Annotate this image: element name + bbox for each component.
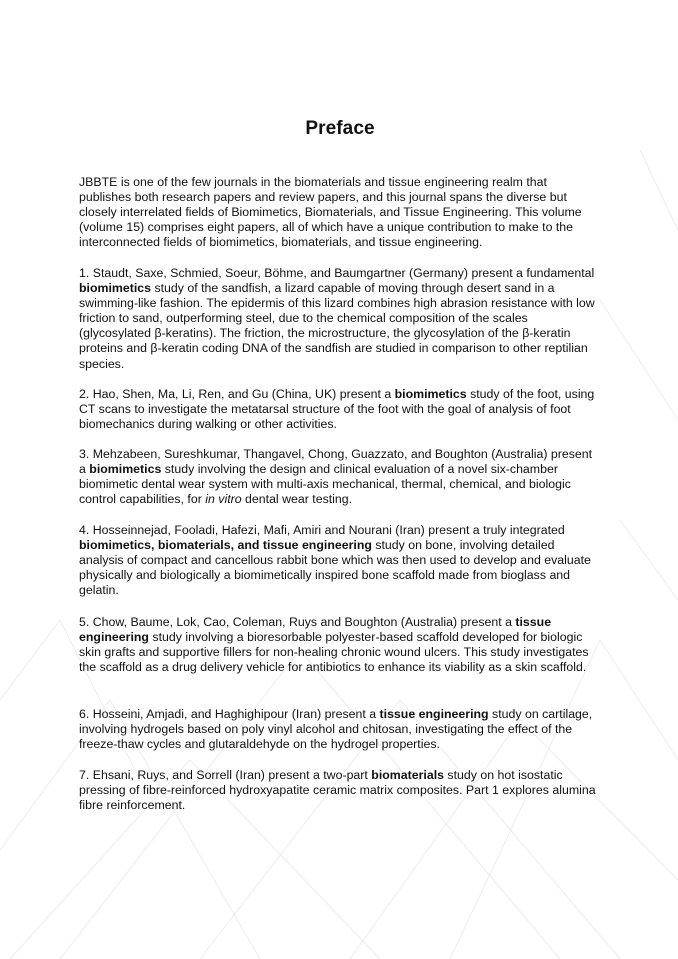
- paper-summary-5: [79, 615, 601, 675]
- page-title: Preface: [305, 118, 375, 139]
- text-segment: study involving the design and clinical evaluation of a novel six-chamber biomimetic dental wear system with multi-axis mechanical, thermal, chemical, and biologic control capabilities, for: [79, 462, 571, 507]
- text-segment: study on hot isostatic pressing of fibre-reinforced hydroxyapatite ceramic matrix composites. Part 1 explores alumina fibre reinforcement.: [79, 768, 596, 813]
- paper-summary-1: [79, 266, 601, 372]
- text-segment: study of the sandfish, a lizard capable of moving through desert sand in a swimming-like fashion. The epidermis of this lizard combines high abrasion resistance with low friction to sand, outperforming steel, due to the chemical composition of the scales (glycosylated β-keratins). The friction, the microstructure, the glycosylation of the β-keratin proteins and β-keratin coding DNA of the sandfish are studied in comparison to other reptilian species.: [79, 281, 595, 371]
- field-highlight: biomaterials: [371, 768, 444, 782]
- intro-paragraph: [79, 175, 601, 250]
- watermark-line: [600, 300, 678, 420]
- text-segment: study on cartilage, involving hydrogels based on poly vinyl alcohol and chitosan, investigating the effect of the freeze-thaw cycles and glutaraldehyde on the hydrogel properties.: [79, 707, 593, 752]
- text-segment: 2. Hao, Shen, Ma, Li, Ren, and Gu (China, UK) present a: [79, 387, 395, 401]
- watermark-line: [620, 520, 678, 600]
- field-highlight: biomimetics: [394, 387, 467, 401]
- text-segment: 1. Staudt, Saxe, Schmied, Soeur, Böhme, and Baumgartner (Germany) present a fundamental: [79, 266, 595, 280]
- paper-summary-3: [79, 447, 601, 507]
- text-segment: 3. Mehzabeen, Sureshkumar, Thangavel, Chong, Guazzato, and Boughton (Australia) present a: [79, 447, 593, 477]
- watermark-line: [640, 150, 678, 230]
- text-segment: 7. Ehsani, Ruys, and Sorrell (Iran) present a two-part: [79, 768, 372, 782]
- text-segment: 4. Hosseinnejad, Fooladi, Hafezi, Mafi, Amiri and Nourani (Iran) present a truly integrated: [79, 523, 565, 537]
- field-highlight: tissue engineering: [79, 615, 552, 645]
- field-highlight: tissue engineering: [379, 707, 489, 721]
- italic-term: in vitro: [205, 492, 242, 507]
- text-segment: study involving a bioresorbable polyester-based scaffold developed for biologic skin grafts and supportive fillers for non-healing chronic wound ulcers. This study investigates the scaffold as a drug delivery vehicle for antibiotics to enhance its viability as a skin scaffold.: [79, 630, 589, 675]
- text-segment: JBBTE is one of the few journals in the biomaterials and tissue engineering realm that publishes both research papers and review papers, and this journal spans the diverse but closely interrelated fields of Biomimetics, Biomaterials, and Tissue Engineering. This volume (volume 15) comprises eight papers, all of which have a unique contribution to make to the interconnected fields of biomimetics, biomaterials, and tissue engineering.: [79, 175, 582, 250]
- text-segment: study on bone, involving detailed analysis of compact and cancellous rabbit bone which was then used to develop and evaluate physically and biologically a biomimetically inspired bone scaffold made from bioglass and gelatin.: [79, 538, 591, 598]
- paper-summary-4: [79, 523, 601, 598]
- field-highlight: biomimetics: [79, 281, 152, 296]
- paper-summary-7: [79, 768, 601, 813]
- field-highlight: biomimetics: [89, 462, 162, 477]
- text-segment: 6. Hosseini, Amjadi, and Haghighipour (Iran) present a: [79, 707, 380, 721]
- text-segment: study of the foot, using CT scans to investigate the metatarsal structure of the foot with the goal of analysis of foot biomechanics during walking or other activities.: [79, 387, 595, 432]
- paper-summary-2: [79, 387, 601, 432]
- field-highlight: biomimetics, biomaterials, and tissue engineering: [79, 538, 372, 553]
- text-segment: 5. Chow, Baume, Lok, Cao, Coleman, Ruys and Boughton (Australia) present a: [79, 615, 516, 629]
- paper-summary-6: [79, 707, 601, 752]
- text-segment: dental wear testing.: [241, 492, 353, 507]
- watermark-line: [350, 720, 678, 959]
